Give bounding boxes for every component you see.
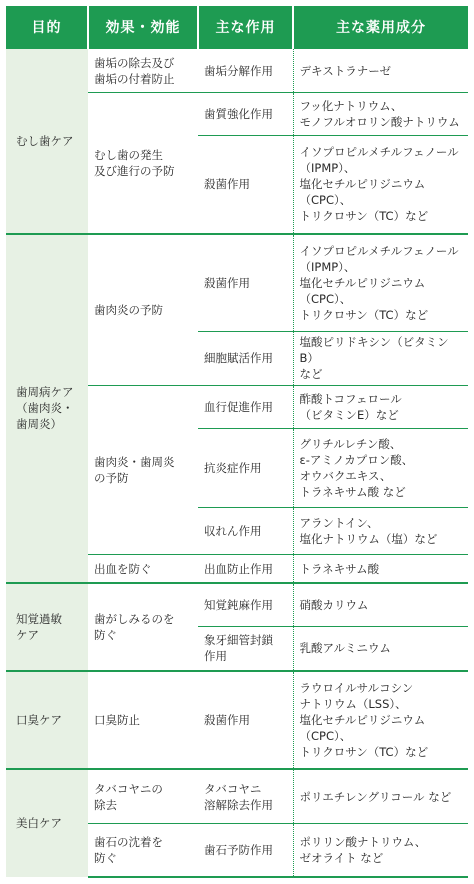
ingredient-cell: デキストラナーゼ <box>293 48 468 93</box>
action-cell: 歯石予防作用 <box>198 824 293 877</box>
header-purpose: 目的 <box>6 6 88 48</box>
effect-cell: 歯がしみるのを 防ぐ <box>88 583 198 671</box>
effect-cell: むし歯の発生 及び進行の予防 <box>88 93 198 234</box>
header-ingredient: 主な薬用成分 <box>293 6 468 48</box>
effect-cell: 出血を防ぐ <box>88 555 198 584</box>
effect-cell: タバコヤニの 除去 <box>88 769 198 824</box>
table-row <box>6 671 468 769</box>
table-row <box>6 769 468 824</box>
oral-care-table <box>6 6 468 878</box>
action-cell: タバコヤニ 溶解除去作用 <box>198 769 293 824</box>
effect-cell: 歯肉炎の予防 <box>88 234 198 386</box>
action-cell: 出血防止作用 <box>198 555 293 584</box>
action-cell: 殺菌作用 <box>198 671 293 769</box>
ingredient-cell: 酢酸トコフェロール （ビタミンE）など <box>293 385 468 428</box>
ingredient-cell: イソプロピルメチルフェノール （IPMP）、 塩化セチルピリジニウム （CPC）、 トリクロサン（TC）など <box>293 136 468 234</box>
header-row <box>6 6 468 48</box>
action-cell: 細胞賦活作用 <box>198 331 293 385</box>
action-cell: 殺菌作用 <box>198 234 293 332</box>
ingredient-cell: ポリリン酸ナトリウム、 ゼオライト など <box>293 824 468 877</box>
action-cell: 抗炎症作用 <box>198 428 293 508</box>
header-effect: 効果・効能 <box>88 6 198 48</box>
effect-cell: 歯石の沈着を 防ぐ <box>88 824 198 877</box>
category-caries: むし歯ケア <box>6 48 88 234</box>
category-perio: 歯周病ケア （歯肉炎・ 歯周炎） <box>6 234 88 584</box>
table-row <box>6 583 468 626</box>
effect-cell: 歯肉炎・歯周炎 の予防 <box>88 385 198 554</box>
ingredient-cell: ラウロイルサルコシン ナトリウム（LSS）、 塩化セチルピリジニウム （CPC）、 トリクロサン（TC）など <box>293 671 468 769</box>
ingredient-cell: トラネキサム酸 <box>293 555 468 584</box>
ingredient-cell: フッ化ナトリウム、 モノフルオロリン酸ナトリウム <box>293 93 468 136</box>
ingredient-cell: 硝酸カリウム <box>293 583 468 626</box>
action-cell: 血行促進作用 <box>198 385 293 428</box>
category-breath: 口臭ケア <box>6 671 88 769</box>
effect-cell: 歯垢の除去及び 歯垢の付着防止 <box>88 48 198 93</box>
category-whitening: 美白ケア <box>6 769 88 877</box>
ingredient-cell: 乳酸アルミニウム <box>293 626 468 671</box>
action-cell: 象牙細管封鎖 作用 <box>198 626 293 671</box>
table-row <box>6 234 468 332</box>
ingredient-cell: アラントイン、 塩化ナトリウム（塩）など <box>293 508 468 555</box>
ingredient-cell: 塩酸ピリドキシン（ビタミンB） など <box>293 331 468 385</box>
ingredient-cell: イソプロピルメチルフェノール （IPMP）、 塩化セチルピリジニウム （CPC）、 トリクロサン（TC）など <box>293 234 468 332</box>
action-cell: 知覚鈍麻作用 <box>198 583 293 626</box>
ingredient-cell: グリチルレチン酸、 ε-アミノカプロン酸、 オウバクエキス、 トラネキサム酸 など <box>293 428 468 508</box>
table-row <box>6 48 468 93</box>
action-cell: 歯垢分解作用 <box>198 48 293 93</box>
action-cell: 収れん作用 <box>198 508 293 555</box>
effect-cell: 口臭防止 <box>88 671 198 769</box>
header-action: 主な作用 <box>198 6 293 48</box>
action-cell: 殺菌作用 <box>198 136 293 234</box>
category-sensitive: 知覚過敏 ケア <box>6 583 88 671</box>
ingredient-cell: ポリエチレングリコール など <box>293 769 468 824</box>
action-cell: 歯質強化作用 <box>198 93 293 136</box>
